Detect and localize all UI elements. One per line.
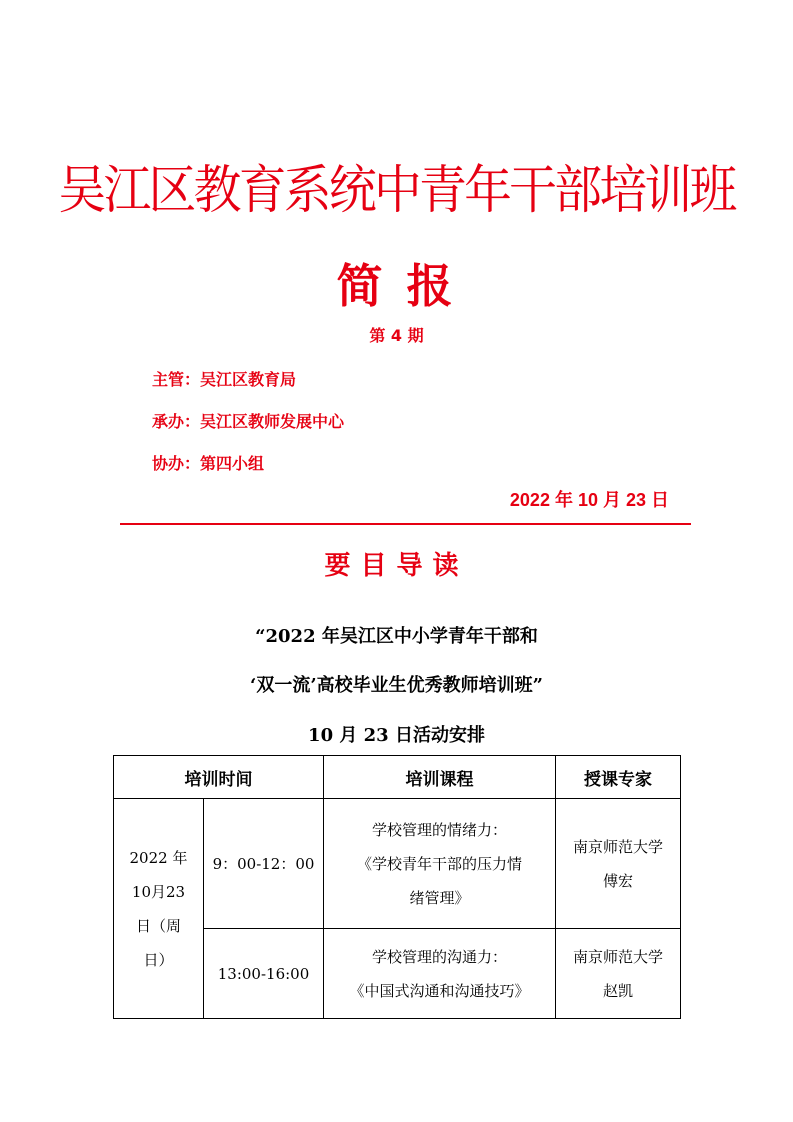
date-line: 日） xyxy=(143,950,174,969)
newsletter-masthead-title: 吴江区教育系统中青年干部培训班 xyxy=(58,161,735,221)
course-line: 绪管理》 xyxy=(409,888,470,907)
time-cell: 13:00-16:00 xyxy=(204,929,324,1019)
supervisor-line: 主管：吴江区教育局 xyxy=(152,370,297,389)
table-row xyxy=(114,799,681,929)
red-divider xyxy=(120,523,691,525)
expert-cell xyxy=(556,799,681,929)
expert-line: 南京师范大学 xyxy=(572,837,663,856)
date-line: 10月23 xyxy=(131,882,186,901)
course-line: 《中国式沟通和沟通技巧》 xyxy=(349,981,530,1000)
header-expert: 授课专家 xyxy=(556,756,681,799)
co-organizer-line: 协办：第四小组 xyxy=(152,454,265,473)
time-cell: 9：00-12：00 xyxy=(204,799,324,929)
course-line: 《学校青年干部的压力情 xyxy=(356,854,522,873)
date-cell xyxy=(114,799,204,1019)
expert-line: 赵凯 xyxy=(602,981,633,1000)
course-cell xyxy=(324,929,556,1019)
program-title-line-2: ‘双一流’高校毕业生优秀教师培训班” xyxy=(250,675,543,696)
course-line: 学校管理的沟通力： xyxy=(371,947,507,966)
header-time: 培训时间 xyxy=(114,756,324,799)
expert-cell xyxy=(556,929,681,1019)
schedule-title: 10 月 23 日活动安排 xyxy=(308,725,485,746)
organizer-line: 承办：吴江区教师发展中心 xyxy=(152,412,345,431)
schedule-table xyxy=(113,755,681,1019)
header-course: 培训课程 xyxy=(324,756,556,799)
course-cell xyxy=(324,799,556,929)
issue-number: 第 4 期 xyxy=(369,326,424,345)
toc-heading: 要目导读 xyxy=(324,551,469,581)
table-header-row xyxy=(114,756,681,799)
newsletter-subtitle: 简 报 xyxy=(336,259,457,313)
expert-line: 傅宏 xyxy=(602,871,633,890)
publish-date: 2022 年 10 月 23 日 xyxy=(509,490,669,510)
course-line: 学校管理的情绪力： xyxy=(371,820,507,839)
date-line: 日（周 xyxy=(135,916,181,935)
expert-line: 南京师范大学 xyxy=(572,947,663,966)
date-line: 2022 年 xyxy=(129,848,188,867)
program-title-line-1: “2022 年吴江区中小学青年干部和 xyxy=(255,626,538,647)
